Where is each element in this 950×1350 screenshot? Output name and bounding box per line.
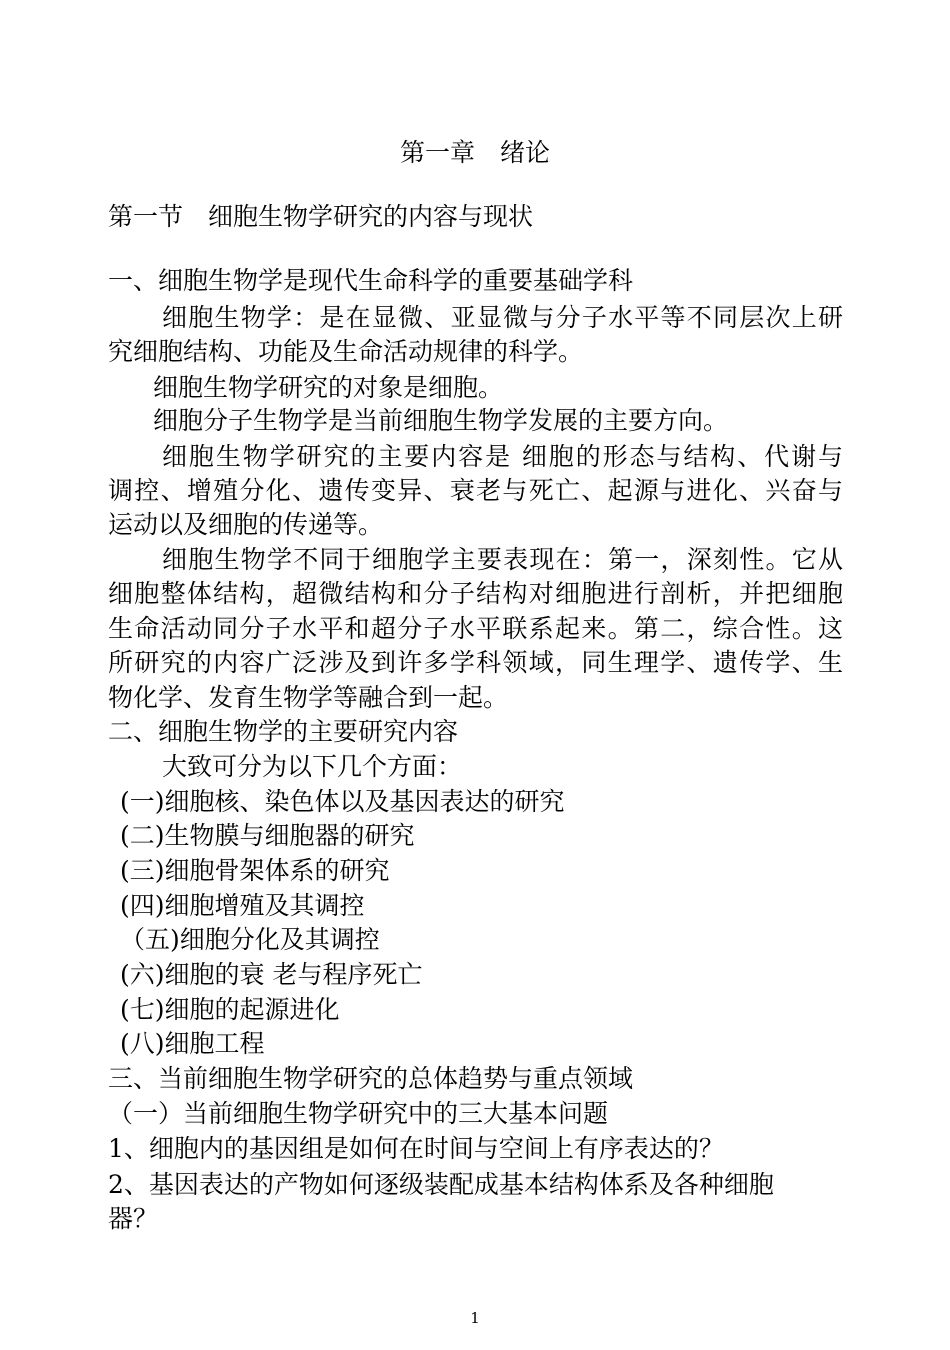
research-item: （五)细胞分化及其调控 [120, 925, 380, 954]
definition-line-1: 细胞生物学：是在显微、亚显微与分子水平等不同层次上研 [162, 303, 843, 332]
research-content-line-2: 调控、增殖分化、遗传变异、衰老与死亡、起源与进化、兴奋与 [108, 476, 843, 505]
chapter-title: 第一章 绪论 [399, 138, 550, 167]
research-item: (六)细胞的衰 老与程序死亡 [120, 960, 423, 989]
research-item: (四)细胞增殖及其调控 [120, 891, 365, 920]
research-content-line-3: 运动以及细胞的传递等。 [108, 510, 384, 539]
part1-heading: 一、细胞生物学是现代生命科学的重要基础学科 [108, 266, 634, 295]
part3-subheading: （一）当前细胞生物学研究中的三大基本问题 [108, 1099, 609, 1128]
page-number: 1 [470, 1309, 480, 1327]
difference-line-1: 细胞生物学不同于细胞学主要表现在：第一，深刻性。它从 [162, 545, 843, 574]
definition-line-2: 究细胞结构、功能及生命活动规律的科学。 [108, 337, 584, 366]
research-content-line-1: 细胞生物学研究的主要内容是 细胞的形态与结构、代谢与 [162, 442, 843, 471]
research-item: (三)细胞骨架体系的研究 [120, 856, 390, 885]
part2-intro: 大致可分为以下几个方面： [162, 752, 463, 781]
research-item: (一)细胞核、染色体以及基因表达的研究 [120, 787, 565, 816]
difference-line-4: 所研究的内容广泛涉及到许多学科领域，同生理学、遗传学、生 [108, 648, 843, 677]
research-item: (二)生物膜与细胞器的研究 [120, 821, 415, 850]
question-1: 1、细胞内的基因组是如何在时间与空间上有序表达的？ [108, 1134, 724, 1163]
research-item: (八)细胞工程 [120, 1029, 265, 1058]
research-object: 细胞生物学研究的对象是细胞。 [153, 373, 504, 402]
difference-line-5: 物化学、发育生物学等融合到一起。 [108, 683, 509, 712]
part3-heading: 三、当前细胞生物学研究的总体趋势与重点领域 [108, 1064, 634, 1093]
question-2-line-1: 2、基因表达的产物如何逐级装配成基本结构体系及各种细胞 [108, 1170, 774, 1199]
part2-heading: 二、细胞生物学的主要研究内容 [108, 717, 459, 746]
research-item: (七)细胞的起源进化 [120, 995, 340, 1024]
section-title: 第一节 细胞生物学研究的内容与现状 [108, 202, 534, 231]
question-2-line-2: 器？ [108, 1204, 159, 1233]
difference-line-3: 生命活动同分子水平和超分子水平联系起来。第二，综合性。这 [108, 614, 843, 643]
difference-line-2: 细胞整体结构，超微结构和分子结构对细胞进行剖析，并把细胞 [108, 579, 843, 608]
research-direction: 细胞分子生物学是当前细胞生物学发展的主要方向。 [153, 406, 729, 435]
